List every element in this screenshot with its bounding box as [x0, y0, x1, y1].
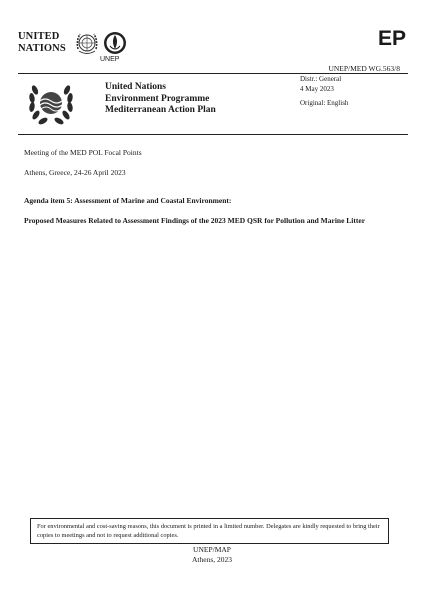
header-rule-bottom: [18, 134, 408, 135]
un-emblem-icon: [73, 29, 101, 62]
document-date: 4 May 2023: [300, 84, 334, 93]
printing-notice: For environmental and cost-saving reasons, this document is printed in a limited number. Delegates are kindly requested to bring their copies to meetings and not to request additional copies.: [30, 518, 389, 544]
unep-logo-label: UNEP: [100, 56, 120, 63]
footer-publisher: [0, 545, 424, 565]
header-rule-top: [18, 73, 408, 74]
ep-mark: EP: [378, 27, 407, 50]
un-wordmark-line1: UNITED: [18, 31, 60, 42]
original-language: Original: English: [300, 99, 349, 107]
organisation-name: [105, 82, 216, 117]
un-wordmark: [18, 31, 66, 55]
organisation-line3: Mediterranean Action Plan: [105, 105, 216, 115]
meeting-place-date: Athens, Greece, 24-26 April 2023: [24, 168, 126, 177]
footer-line1: UNEP/MAP: [193, 545, 231, 554]
organisation-line1: United Nations: [105, 82, 166, 92]
agenda-item: Agenda item 5: Assessment of Marine and Coastal Environment:: [24, 196, 232, 205]
document-title: Proposed Measures Related to Assessment Findings of the 2023 MED QSR for Pollution and Marine Litter: [24, 216, 366, 225]
organisation-line2: Environment Programme: [105, 93, 210, 104]
footer-line2: Athens, 2023: [192, 555, 232, 564]
meeting-name: Meeting of the MED POL Focal Points: [24, 148, 142, 157]
un-wordmark-line2: NATIONS: [18, 43, 66, 54]
distribution-status: Distr.: General: [300, 75, 342, 83]
unep-map-wreath-icon: [26, 80, 76, 131]
distribution-meta: [300, 75, 348, 109]
document-reference: UNEP/MED WG.563/8: [328, 64, 400, 73]
